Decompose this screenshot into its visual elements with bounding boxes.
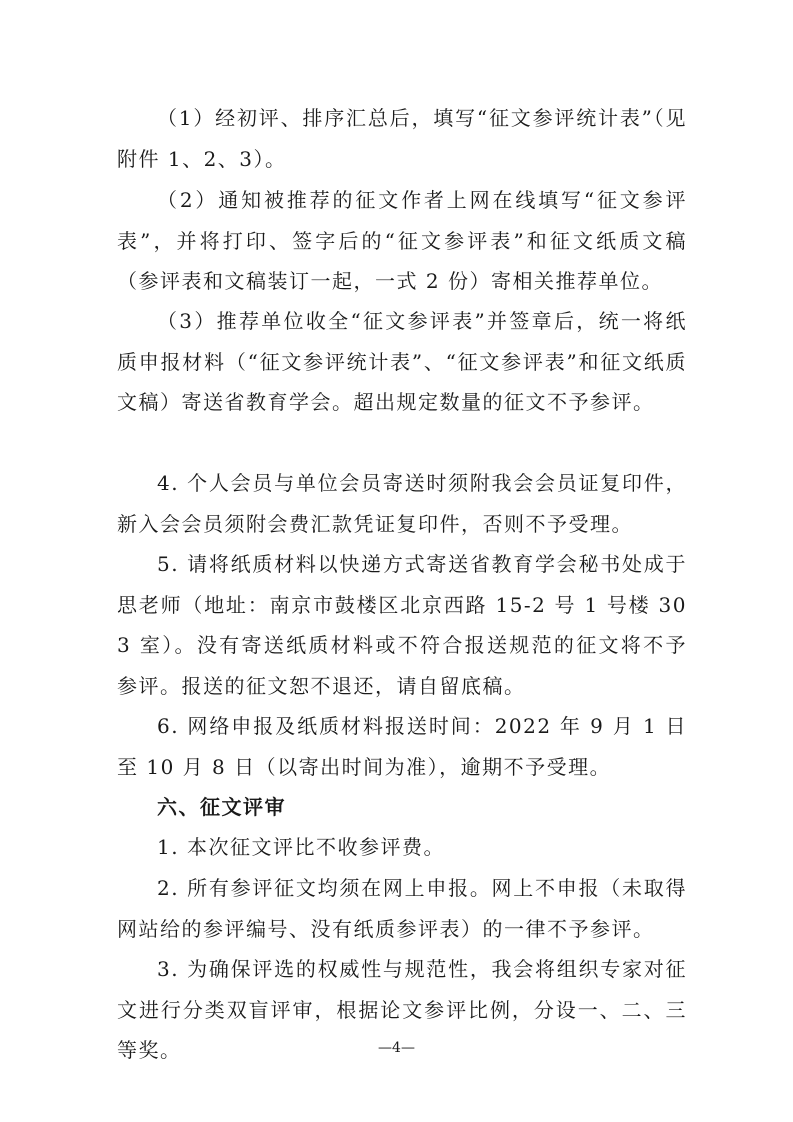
paragraph-submission-step-1: （1）经初评、排序汇总后，填写“征文参评统计表”（见附件 1、2、3）。: [117, 106, 687, 171]
paragraph-review-1: 1. 本次征文评比不收参评费。: [157, 835, 445, 859]
paragraph-item-6: 6. 网络申报及纸质材料报送时间：2022 年 9 月 1 日至 10 月 8 日（以寄出时间为准），逾期不予受理。: [117, 714, 687, 779]
paragraph-submission-step-3: （3）推荐单位收全“征文参评表”并签章后，统一将纸质申报材料（“征文参评统计表”、“征文参评表”和征文纸质文稿）寄送省教育学会。超出规定数量的征文不予参评。: [117, 309, 687, 414]
paragraph-submission-step-2: （2）通知被推荐的征文作者上网在线填写“征文参评表”，并将打印、签字后的“征文参评表”和征文纸质文稿（参评表和文稿装订一起，一式 2 份）寄相关推荐单位。: [117, 188, 687, 293]
paragraph-item-5: 5. 请将纸质材料以快递方式寄送省教育学会秘书处成于思老师（地址：南京市鼓楼区北京西路 15-2 号 1 号楼 303 室）。没有寄送纸质材料或不符合报送规范的征文将不予参评。报送的征文恕不退还，请自留底稿。: [117, 552, 687, 698]
page-number: —4—: [378, 1040, 415, 1056]
paragraph-item-4: 4. 个人会员与单位会员寄送时须附我会会员证复印件，新入会会员须附会费汇款凭证复印件，否则不予受理。: [117, 471, 687, 536]
paragraph-review-3: 3. 为确保评选的权威性与规范性，我会将组织专家对征文进行分类双盲评审，根据论文参评比例，分设一、二、三等奖。: [117, 957, 687, 1062]
paragraph-review-2: 2. 所有参评征文均须在网上申报。网上不申报（未取得网站给的参评编号、没有纸质参评表）的一律不予参评。: [117, 876, 687, 941]
section-heading-review: 六、征文评审: [157, 795, 286, 819]
